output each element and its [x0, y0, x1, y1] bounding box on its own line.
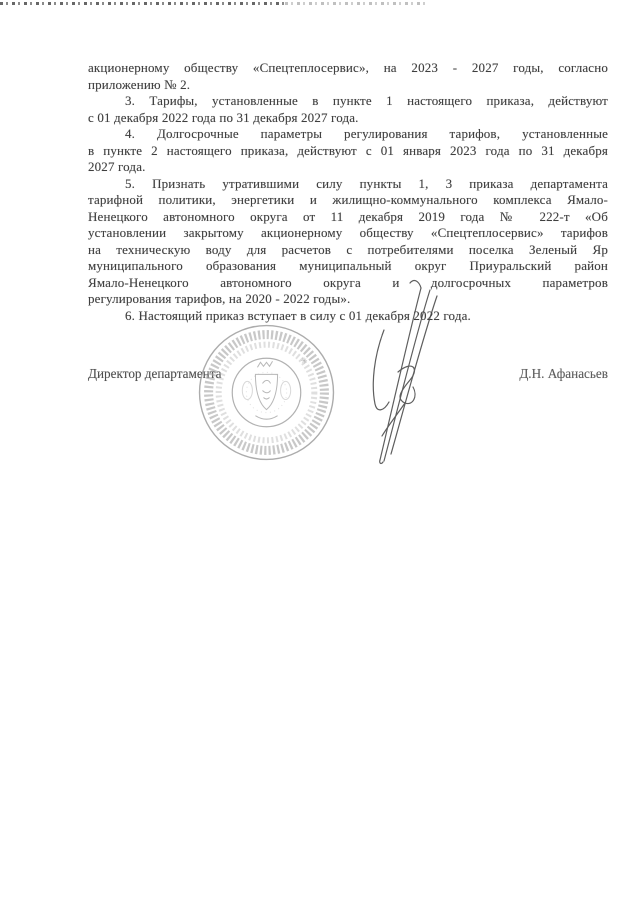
document-line: установлении закрытому акционерному обществу «Спецтеплосервис» тарифов: [88, 225, 608, 240]
signer-name: Д.Н. Афанасьев: [519, 366, 608, 381]
document-line: Ямало-Ненецкого автономного округа и долгосрочных параметров: [88, 274, 608, 290]
seal-coat-of-arms: [242, 361, 290, 419]
signer-role-label: Директор департамента: [88, 366, 222, 381]
document-line: акционерному обществу «Спецтеплосервис», на 2023 - 2027 годы, согласно: [88, 60, 608, 75]
document-line: в пункте 2 настоящего приказа, действуют с 01 января 2023 года по 31 декабря: [88, 142, 608, 158]
document-line: 4. Долгосрочные параметры регулирования тарифов, установленные: [125, 126, 608, 141]
document-line: 3. Тарифы, установленные в пункте 1 настоящего приказа, действуют: [125, 93, 608, 108]
document-line: 5. Признать утратившими силу пункты 1, 3 приказа департамента: [125, 175, 608, 191]
scan-artifact-line: [285, 2, 425, 5]
handwritten-signature: [358, 276, 468, 468]
document-line: приложению № 2.: [88, 76, 191, 92]
document-line: муниципального образования муниципальный округ Приуральский район: [88, 258, 608, 273]
signature-block: [88, 366, 608, 382]
document-line: Ненецкого автономного округа от 11 декабря 2019 года № 222-т «Об: [88, 208, 608, 224]
document-line: с 01 декабря 2022 года по 31 декабря 2027 года.: [88, 109, 359, 125]
scan-artifact-line: [0, 2, 285, 5]
document-line: тарифной политики, энергетики и жилищно-коммунального комплекса Ямало-: [88, 192, 608, 207]
document-line: регулирования тарифов, на 2020 - 2022 годы».: [88, 291, 351, 306]
document-line: на техническую воду для расчетов с потребителями поселка Зеленый Яр: [88, 241, 608, 257]
seal-star-icon: ✳: [300, 356, 308, 366]
document-line: 2027 года.: [88, 159, 146, 174]
official-seal-stamp: [196, 322, 337, 463]
document-line: 6. Настоящий приказ вступает в силу с 01 декабря 2022 года.: [125, 307, 471, 323]
document-body-text: [88, 60, 608, 324]
